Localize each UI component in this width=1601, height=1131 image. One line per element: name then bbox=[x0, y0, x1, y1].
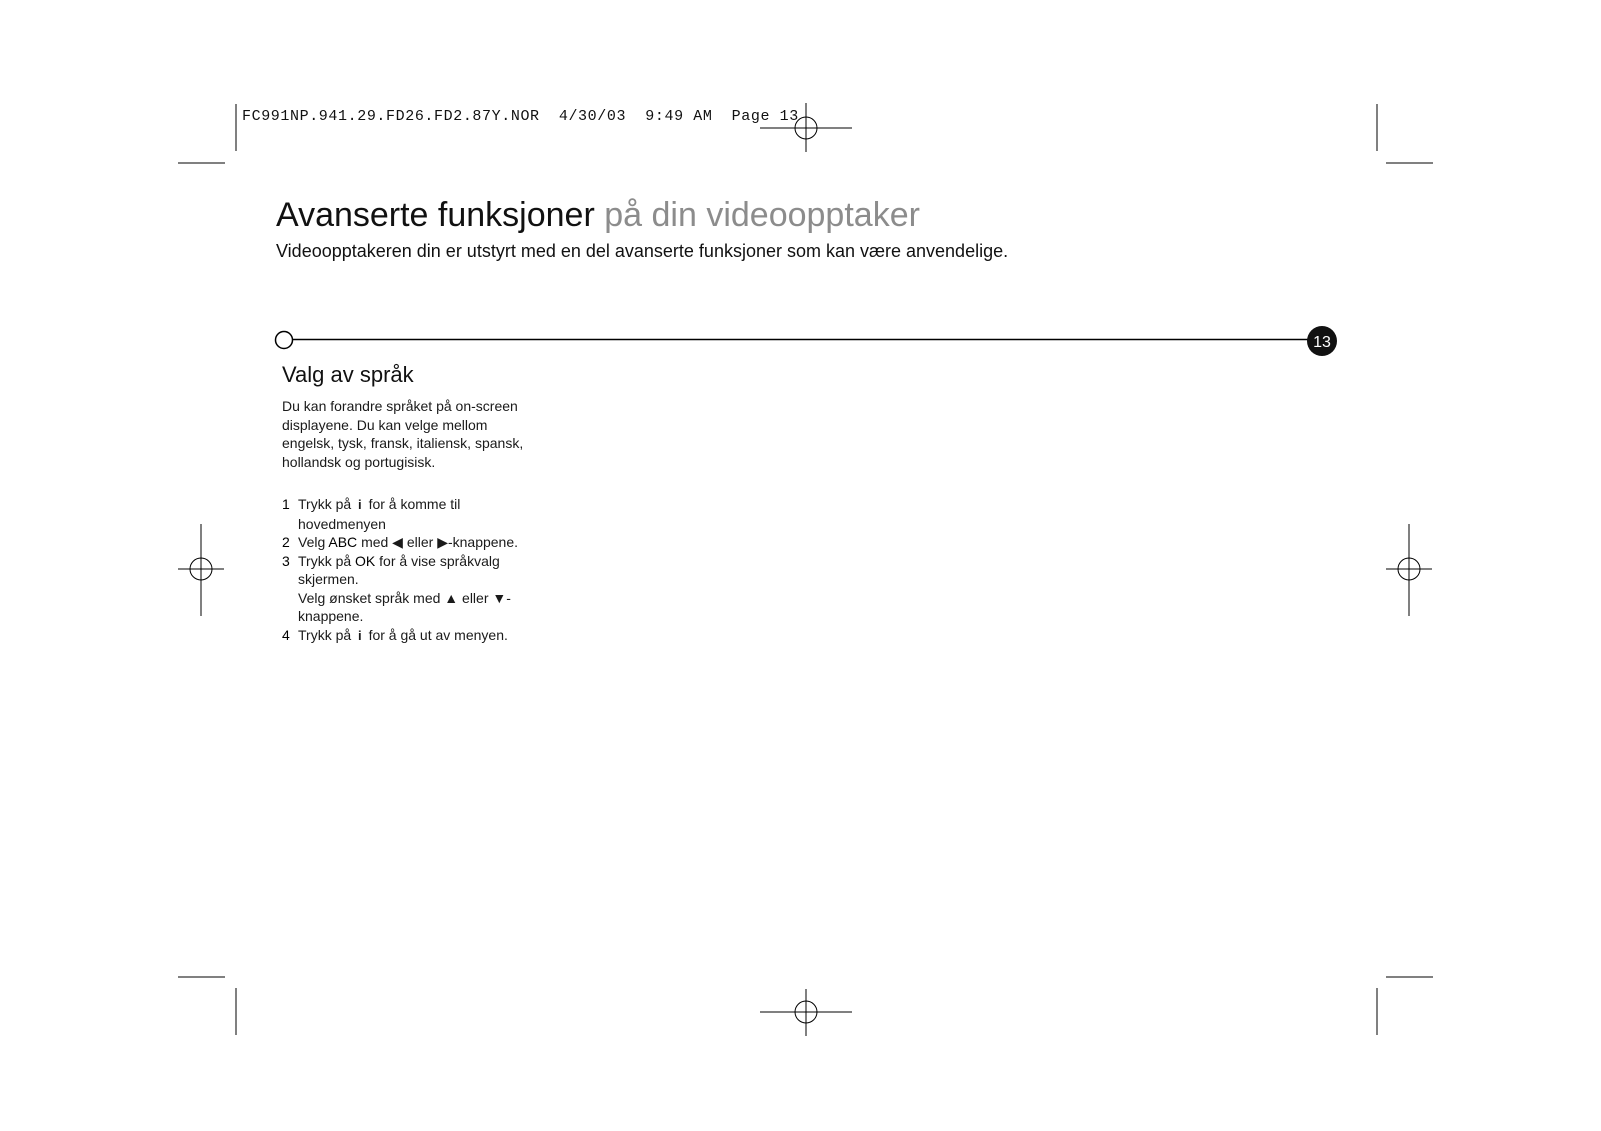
step-text: for å vise språkvalg skjermen. bbox=[298, 552, 500, 587]
steps-list bbox=[282, 495, 552, 645]
page-number: 13 bbox=[1313, 334, 1331, 351]
step-text: Velg bbox=[298, 534, 326, 550]
step-text: Trykk på bbox=[298, 626, 352, 643]
section-title: Valg av språk bbox=[282, 362, 414, 387]
title-main: Avanserte funksjoner bbox=[276, 196, 595, 234]
title-sub: på din videoopptaker bbox=[604, 196, 920, 234]
step-extra-text: Velg ønsket språk med ▲ eller ▼-knappene. bbox=[298, 589, 511, 624]
step-number: 1 bbox=[282, 496, 290, 512]
key-label: ABC bbox=[328, 534, 358, 550]
info-icon: i bbox=[358, 497, 362, 512]
step-text: Trykk på bbox=[298, 496, 352, 512]
step-text: med ◀ eller ▶-knappene. bbox=[361, 534, 519, 550]
step-text: Trykk på bbox=[298, 552, 352, 569]
step-number: 3 bbox=[282, 552, 290, 569]
page-title bbox=[276, 196, 920, 235]
registration-mark-left bbox=[178, 524, 224, 616]
step-text: for å komme til hovedmenyen bbox=[298, 496, 461, 532]
key-label: OK bbox=[355, 552, 376, 569]
step-number: 4 bbox=[282, 626, 290, 643]
step-item bbox=[282, 552, 552, 626]
rule-start-circle bbox=[276, 332, 293, 349]
step-number: 2 bbox=[282, 534, 290, 550]
registration-mark-right bbox=[1386, 524, 1432, 616]
page-subtitle: Videoopptakeren din er utstyrt med en del avanserte funksjoner som kan være anvendelige. bbox=[276, 241, 1009, 261]
section-intro: Du kan forandre språket på on-screen displayene. Du kan velge mellom engelsk, tysk, fransk, italiensk, spansk, hollandsk og portugisisk. bbox=[282, 398, 524, 470]
slug-line: FC991NP.941.29.FD26.FD2.87Y.NOR 4/30/03 9:49 AM Page 13 bbox=[242, 108, 799, 125]
step-item bbox=[282, 495, 552, 533]
step-item bbox=[282, 533, 552, 552]
step-item bbox=[282, 626, 552, 646]
info-icon: i bbox=[358, 627, 362, 643]
registration-mark-bottom bbox=[760, 989, 852, 1036]
step-text: for å gå ut av menyen. bbox=[368, 626, 508, 643]
